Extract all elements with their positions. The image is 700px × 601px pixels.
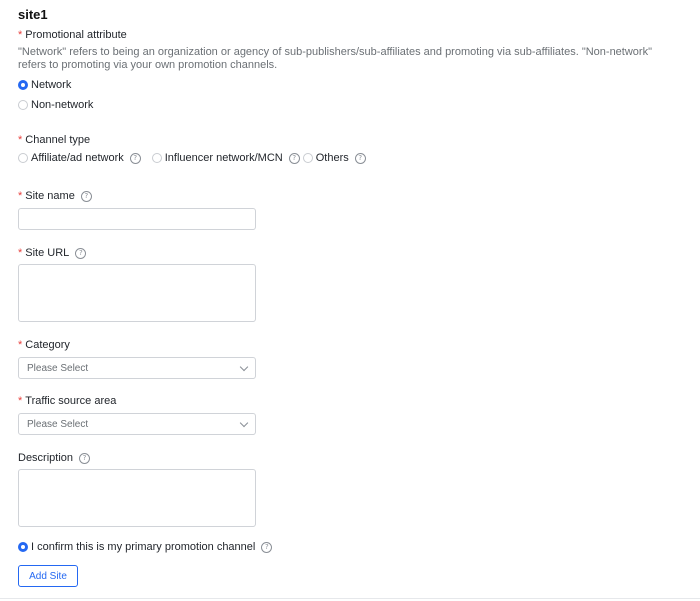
site-title: site1 [18,7,48,22]
radio-unchecked-icon[interactable] [152,153,162,163]
traffic-source-placeholder: Please Select [27,418,89,430]
site-name-label [18,190,92,202]
category-label [18,339,70,351]
help-icon[interactable]: ? [289,153,300,164]
traffic-source-text: Traffic source area [25,395,117,407]
help-icon[interactable]: ? [261,542,272,553]
radio-affiliate-label[interactable]: Affiliate/ad network [31,152,124,164]
radio-network-label: Network [31,79,72,91]
help-icon[interactable]: ? [79,453,90,464]
confirm-primary-channel[interactable] [18,541,272,553]
chevron-down-icon [240,418,248,426]
radio-network[interactable] [18,79,71,91]
help-icon[interactable]: ? [75,248,86,259]
radio-checked-icon[interactable] [18,80,28,90]
traffic-source-label [18,395,116,407]
radio-unchecked-icon[interactable] [18,153,28,163]
site-url-textarea[interactable] [18,264,256,322]
site-name-text: Site name [25,190,75,202]
required-mark: * [18,247,23,259]
divider [0,598,700,599]
radio-unchecked-icon[interactable] [18,100,28,110]
help-icon[interactable]: ? [355,153,366,164]
radio-influencer-label[interactable]: Influencer network/MCN [164,152,283,164]
site-url-text: Site URL [25,247,70,259]
radio-non-network-label: Non-network [31,99,94,111]
help-icon[interactable]: ? [81,191,92,202]
help-icon[interactable]: ? [130,153,141,164]
category-text: Category [25,339,70,351]
promotional-attribute-help: "Network" refers to being an organization or agency of sub-publishers/sub-affiliates and promoting via sub-affiliates. "Non-network" refers to promoting via your own promotion channels. [18,46,652,71]
description-label [18,452,90,464]
radio-checked-icon[interactable] [18,542,28,552]
traffic-source-select[interactable] [18,413,256,435]
promotional-attribute-text: Promotional attribute [25,29,127,41]
radio-others-label[interactable]: Others [315,152,349,164]
channel-type-options [18,152,366,164]
category-select[interactable] [18,357,256,379]
required-mark: * [18,134,23,146]
site-url-label [18,247,86,259]
channel-type-text: Channel type [25,134,91,146]
radio-non-network[interactable] [18,99,93,111]
promotional-attribute-label [18,29,127,41]
required-mark: * [18,339,23,351]
radio-unchecked-icon[interactable] [303,153,313,163]
add-site-button[interactable]: Add Site [18,565,78,587]
required-mark: * [18,29,23,41]
site-name-input[interactable] [18,208,256,230]
channel-type-label [18,134,90,146]
required-mark: * [18,395,23,407]
category-placeholder: Please Select [27,362,89,374]
confirm-label: I confirm this is my primary promotion channel [31,541,256,553]
description-textarea[interactable] [18,469,256,527]
required-mark: * [18,190,23,202]
description-text: Description [18,452,74,464]
chevron-down-icon [240,362,248,370]
